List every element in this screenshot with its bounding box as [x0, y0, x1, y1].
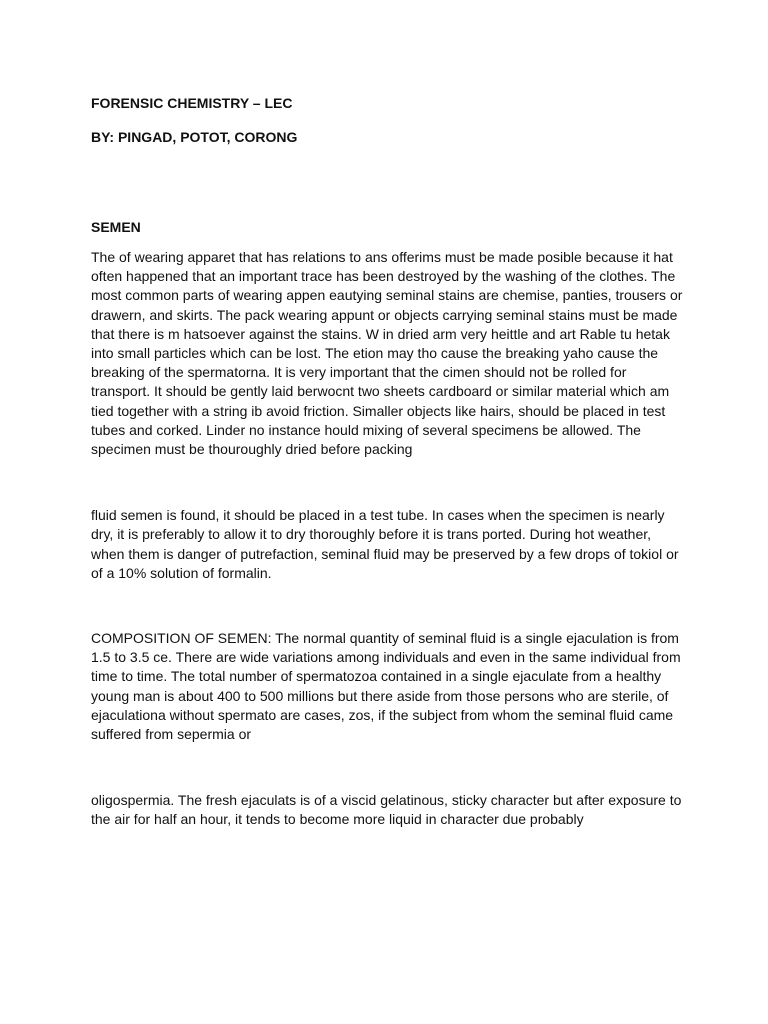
- document-byline: BY: PINGAD, POTOT, CORONG: [91, 129, 298, 145]
- document-title: FORENSIC CHEMISTRY – LEC: [91, 95, 293, 111]
- paragraph: The of wearing apparet that has relations to ans offerims must be made posible because it hat often happened that an important trace has been destroyed by the washing of the clothes. The most common parts of wearing appen eautying seminal stains are chemise, panties, trousers or drawern, and skirts. The pack wearing appunt or objects carrying seminal stains must be made that there is m hatsoever against the stains. W in dried arm very heittle and art Rable tu hetak into small particles which can be lost. The etion may tho cause the breaking yaho cause the breaking of the spermatorna. It is very important that the cimen should not be rolled for transport. It should be gently laid berwocnt two sheets cardboard or similar material which am tied together with a string ib avoid friction. Simaller objects like hairs, should be placed in test tubes and corked. Linder no instance hould mixing of several specimens be allowed. The specimen must be thouroughly dried before packing: [91, 249, 683, 458]
- document-page: [91, 94, 683, 830]
- paragraph: oligospermia. The fresh ejaculats is of a viscid gelatinous, sticky character but after exposure to the air for half an hour, it tends to become more liquid in character due probably: [91, 792, 682, 828]
- paragraph: COMPOSITION OF SEMEN: The normal quantity of seminal fluid is a single ejaculation is from 1.5 to 3.5 ce. There are wide variations among individuals and even in the same individual from time to time. The total number of spermatozoa contained in a single ejaculate from a healthy young man is about 400 to 500 millions but there aside from those persons who are sterile, of ejaculationa without spermato are cases, zos, if the subject from whom the seminal fluid came suffered from sepermia or: [91, 630, 681, 743]
- section-title: SEMEN: [91, 219, 141, 235]
- paragraph: fluid semen is found, it should be placed in a test tube. In cases when the specimen is nearly dry, it is preferably to allow it to dry thoroughly before it is trans ported. During hot weather, when them is danger of putrefaction, seminal fluid may be preserved by a few drops of tokiol or of a 10% solution of formalin.: [91, 507, 679, 581]
